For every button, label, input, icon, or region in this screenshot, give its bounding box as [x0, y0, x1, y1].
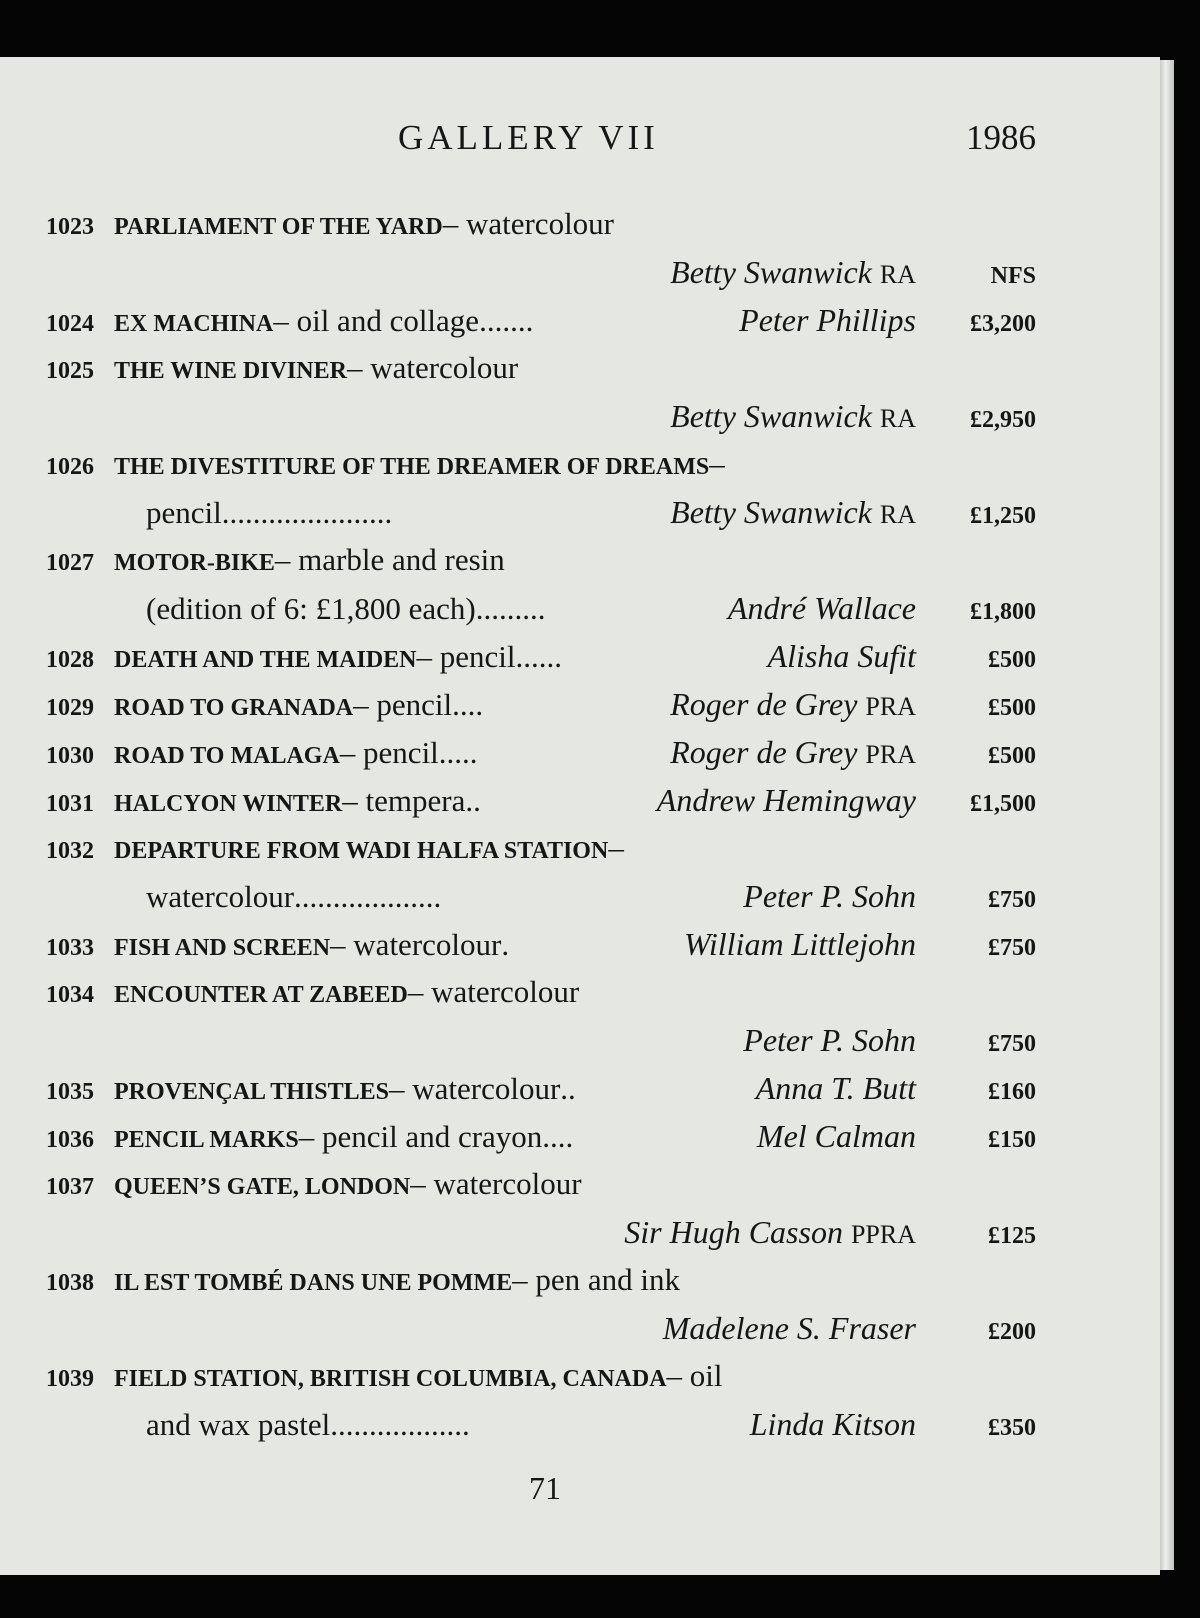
- entry-artist: Roger de Grey: [670, 686, 858, 722]
- entry-number: 1023: [46, 214, 94, 240]
- entry-line: [46, 440, 1036, 488]
- catalogue-entry: [46, 296, 1036, 344]
- entry-line: [46, 200, 1036, 248]
- entry-price: £1,800: [970, 599, 1036, 625]
- entry-line: [46, 920, 1036, 968]
- entry-price: £500: [988, 743, 1036, 769]
- entry-title: DEATH AND THE MAIDEN: [114, 647, 417, 673]
- catalogue-entry: [46, 776, 1036, 824]
- entry-line: [46, 248, 1036, 296]
- entry-number: 1037: [46, 1174, 94, 1200]
- entry-number: 1036: [46, 1127, 94, 1153]
- entry-continuation: (edition of 6: £1,800 each): [146, 591, 476, 626]
- entry-price: £150: [988, 1127, 1036, 1153]
- catalogue-entry: [46, 680, 1036, 728]
- entry-price: £750: [988, 887, 1036, 913]
- entry-price: £750: [988, 935, 1036, 961]
- leader-dots: ..: [465, 783, 481, 818]
- leader-dots: .........: [475, 591, 546, 626]
- entry-artist: Mel Calman: [756, 1118, 916, 1154]
- entry-artist: Sir Hugh Casson: [624, 1214, 843, 1250]
- entry-price: £350: [988, 1415, 1036, 1441]
- leader-dots: ......: [515, 639, 562, 674]
- catalogue-entry: [46, 1352, 1036, 1448]
- entry-medium: – oil: [666, 1358, 723, 1393]
- entry-title: IL EST TOMBÉ DANS UNE POMME: [114, 1270, 513, 1296]
- entry-artist: Peter P. Sohn: [743, 1022, 916, 1058]
- entry-line: [46, 824, 1036, 872]
- catalogue-entry: [46, 344, 1036, 440]
- page-edge: [1160, 60, 1174, 1570]
- entry-price: £200: [988, 1319, 1036, 1345]
- entry-number: 1029: [46, 695, 94, 721]
- entry-title: EX MACHINA: [114, 311, 274, 337]
- catalogue-entry: [46, 536, 1036, 632]
- artist-honour: RA: [879, 260, 916, 289]
- entry-number: 1033: [46, 935, 94, 961]
- entry-number: 1028: [46, 647, 94, 673]
- entry-price: £500: [988, 647, 1036, 673]
- entry-title: THE WINE DIVINER: [114, 358, 347, 384]
- entry-number: 1030: [46, 743, 94, 769]
- entry-line: [46, 680, 1036, 728]
- leader-dots: ...................: [294, 879, 442, 914]
- leader-dots: .....: [438, 735, 478, 770]
- entry-line: [46, 728, 1036, 776]
- entry-title: FIELD STATION, BRITISH COLUMBIA, CANADA: [114, 1366, 667, 1392]
- catalogue-entries: [46, 200, 1036, 1448]
- entry-title: QUEEN’S GATE, LONDON: [114, 1174, 411, 1200]
- entry-medium: – watercolour: [346, 350, 519, 385]
- entry-artist: Peter P. Sohn: [743, 878, 916, 914]
- entry-medium: – watercolour: [410, 1166, 582, 1201]
- entry-title: PARLIAMENT OF THE YARD: [114, 214, 443, 240]
- entry-title: PENCIL MARKS: [114, 1127, 299, 1153]
- entry-title: FISH AND SCREEN: [114, 935, 331, 961]
- leader-dots: ..: [560, 1071, 576, 1106]
- artist-honour: RA: [879, 500, 916, 529]
- entry-continuation: watercolour: [146, 879, 295, 914]
- artist-honour: PRA: [865, 740, 916, 769]
- entry-medium: – tempera: [342, 783, 466, 818]
- entry-medium: – pencil: [353, 687, 453, 722]
- leader-dots: ......................: [221, 495, 393, 530]
- entry-number: 1039: [46, 1366, 94, 1392]
- entry-medium: – watercolour: [407, 974, 580, 1009]
- entry-artist: Betty Swanwick: [670, 254, 872, 290]
- entry-artist: Roger de Grey: [670, 734, 858, 770]
- entry-continuation: and wax pastel: [146, 1407, 331, 1442]
- entry-line: [46, 776, 1036, 824]
- catalogue-entry: [46, 440, 1036, 536]
- entry-number: 1026: [46, 454, 94, 480]
- entry-price: £750: [988, 1031, 1036, 1057]
- artist-honour: PPRA: [850, 1220, 916, 1249]
- leader-dots: .: [501, 927, 510, 962]
- entry-continuation: pencil: [146, 495, 222, 530]
- artist-honour: PRA: [865, 692, 916, 721]
- entry-artist: Madelene S. Fraser: [662, 1310, 916, 1346]
- entry-line: [46, 1400, 1036, 1448]
- entry-artist: William Littlejohn: [683, 926, 916, 962]
- entry-line: [46, 1160, 1036, 1208]
- leader-dots: ....: [542, 1119, 574, 1154]
- entry-price: £3,200: [970, 311, 1036, 337]
- catalogue-entry: [46, 728, 1036, 776]
- entry-line: [46, 1112, 1036, 1160]
- entry-price: NFS: [990, 263, 1036, 289]
- entry-artist: Betty Swanwick: [670, 398, 872, 434]
- entry-price: £500: [988, 695, 1036, 721]
- page-header: [0, 118, 1160, 168]
- entry-line: [46, 968, 1036, 1016]
- catalogue-entry: [46, 824, 1036, 920]
- entry-number: 1027: [46, 550, 94, 576]
- entry-medium: – marble and resin: [274, 542, 505, 577]
- entry-line: [46, 1304, 1036, 1352]
- entry-number: 1035: [46, 1079, 94, 1105]
- entry-medium: – pencil and crayon: [298, 1119, 543, 1154]
- entry-line: [46, 488, 1036, 536]
- catalogue-entry: [46, 1256, 1036, 1352]
- entry-line: [46, 584, 1036, 632]
- entry-medium: – pen and ink: [512, 1262, 680, 1297]
- entry-artist: Andrew Hemingway: [656, 782, 916, 818]
- gallery-title: GALLERY VII: [398, 118, 659, 157]
- entry-line: [46, 632, 1036, 680]
- leader-dots: ..................: [330, 1407, 470, 1442]
- catalogue-entry: [46, 632, 1036, 680]
- entry-medium: –: [709, 446, 725, 481]
- entry-number: 1024: [46, 311, 94, 337]
- leader-dots: ....: [452, 687, 484, 722]
- entry-line: [46, 1064, 1036, 1112]
- entry-line: [46, 536, 1036, 584]
- entry-title: ROAD TO GRANADA: [114, 695, 354, 721]
- entry-medium: – pencil: [416, 639, 516, 674]
- catalogue-entry: [46, 200, 1036, 296]
- catalogue-entry: [46, 968, 1036, 1064]
- entry-title: DEPARTURE FROM WADI HALFA STATION: [114, 838, 609, 864]
- leader-dots: .......: [479, 303, 534, 338]
- entry-price: £1,250: [970, 503, 1036, 529]
- entry-artist: André Wallace: [727, 590, 916, 626]
- entry-artist: Peter Phillips: [739, 302, 916, 338]
- entry-line: [46, 296, 1036, 344]
- catalogue-entry: [46, 1160, 1036, 1256]
- entry-line: [46, 1016, 1036, 1064]
- entry-title: HALCYON WINTER: [114, 791, 343, 817]
- entry-line: [46, 872, 1036, 920]
- catalogue-entry: [46, 1064, 1036, 1112]
- entry-medium: –: [608, 830, 624, 865]
- entry-artist: Anna T. Butt: [755, 1070, 916, 1106]
- entry-price: £160: [988, 1079, 1036, 1105]
- page-number: 71: [529, 1470, 561, 1506]
- catalogue-year: 1986: [966, 118, 1036, 157]
- entry-medium: – pencil: [339, 735, 439, 770]
- entry-title: ENCOUNTER AT ZABEED: [114, 982, 408, 1008]
- entry-number: 1025: [46, 358, 94, 384]
- catalogue-entry: [46, 1112, 1036, 1160]
- entry-medium: – watercolour: [388, 1071, 561, 1106]
- entry-artist: Betty Swanwick: [670, 494, 872, 530]
- entry-title: PROVENÇAL THISTLES: [114, 1079, 389, 1105]
- entry-line: [46, 1352, 1036, 1400]
- entry-price: £2,950: [970, 407, 1036, 433]
- entry-number: 1038: [46, 1270, 94, 1296]
- artist-honour: RA: [879, 404, 916, 433]
- entry-title: ROAD TO MALAGA: [114, 743, 340, 769]
- entry-medium: – oil and collage: [273, 303, 480, 338]
- entry-line: [46, 392, 1036, 440]
- entry-medium: – watercolour: [442, 206, 615, 241]
- entry-line: [46, 344, 1036, 392]
- entry-line: [46, 1256, 1036, 1304]
- entry-artist: Linda Kitson: [749, 1406, 916, 1442]
- entry-title: THE DIVESTITURE OF THE DREAMER OF DREAMS: [114, 454, 710, 480]
- entry-medium: – watercolour: [330, 927, 502, 962]
- entry-price: £1,500: [970, 791, 1036, 817]
- entry-number: 1031: [46, 791, 94, 817]
- entry-price: £125: [988, 1223, 1036, 1249]
- entry-number: 1032: [46, 838, 94, 864]
- entry-artist: Alisha Sufit: [767, 638, 916, 674]
- entry-line: [46, 1208, 1036, 1256]
- entry-title: MOTOR-BIKE: [114, 550, 275, 576]
- entry-number: 1034: [46, 982, 94, 1008]
- catalogue-entry: [46, 920, 1036, 968]
